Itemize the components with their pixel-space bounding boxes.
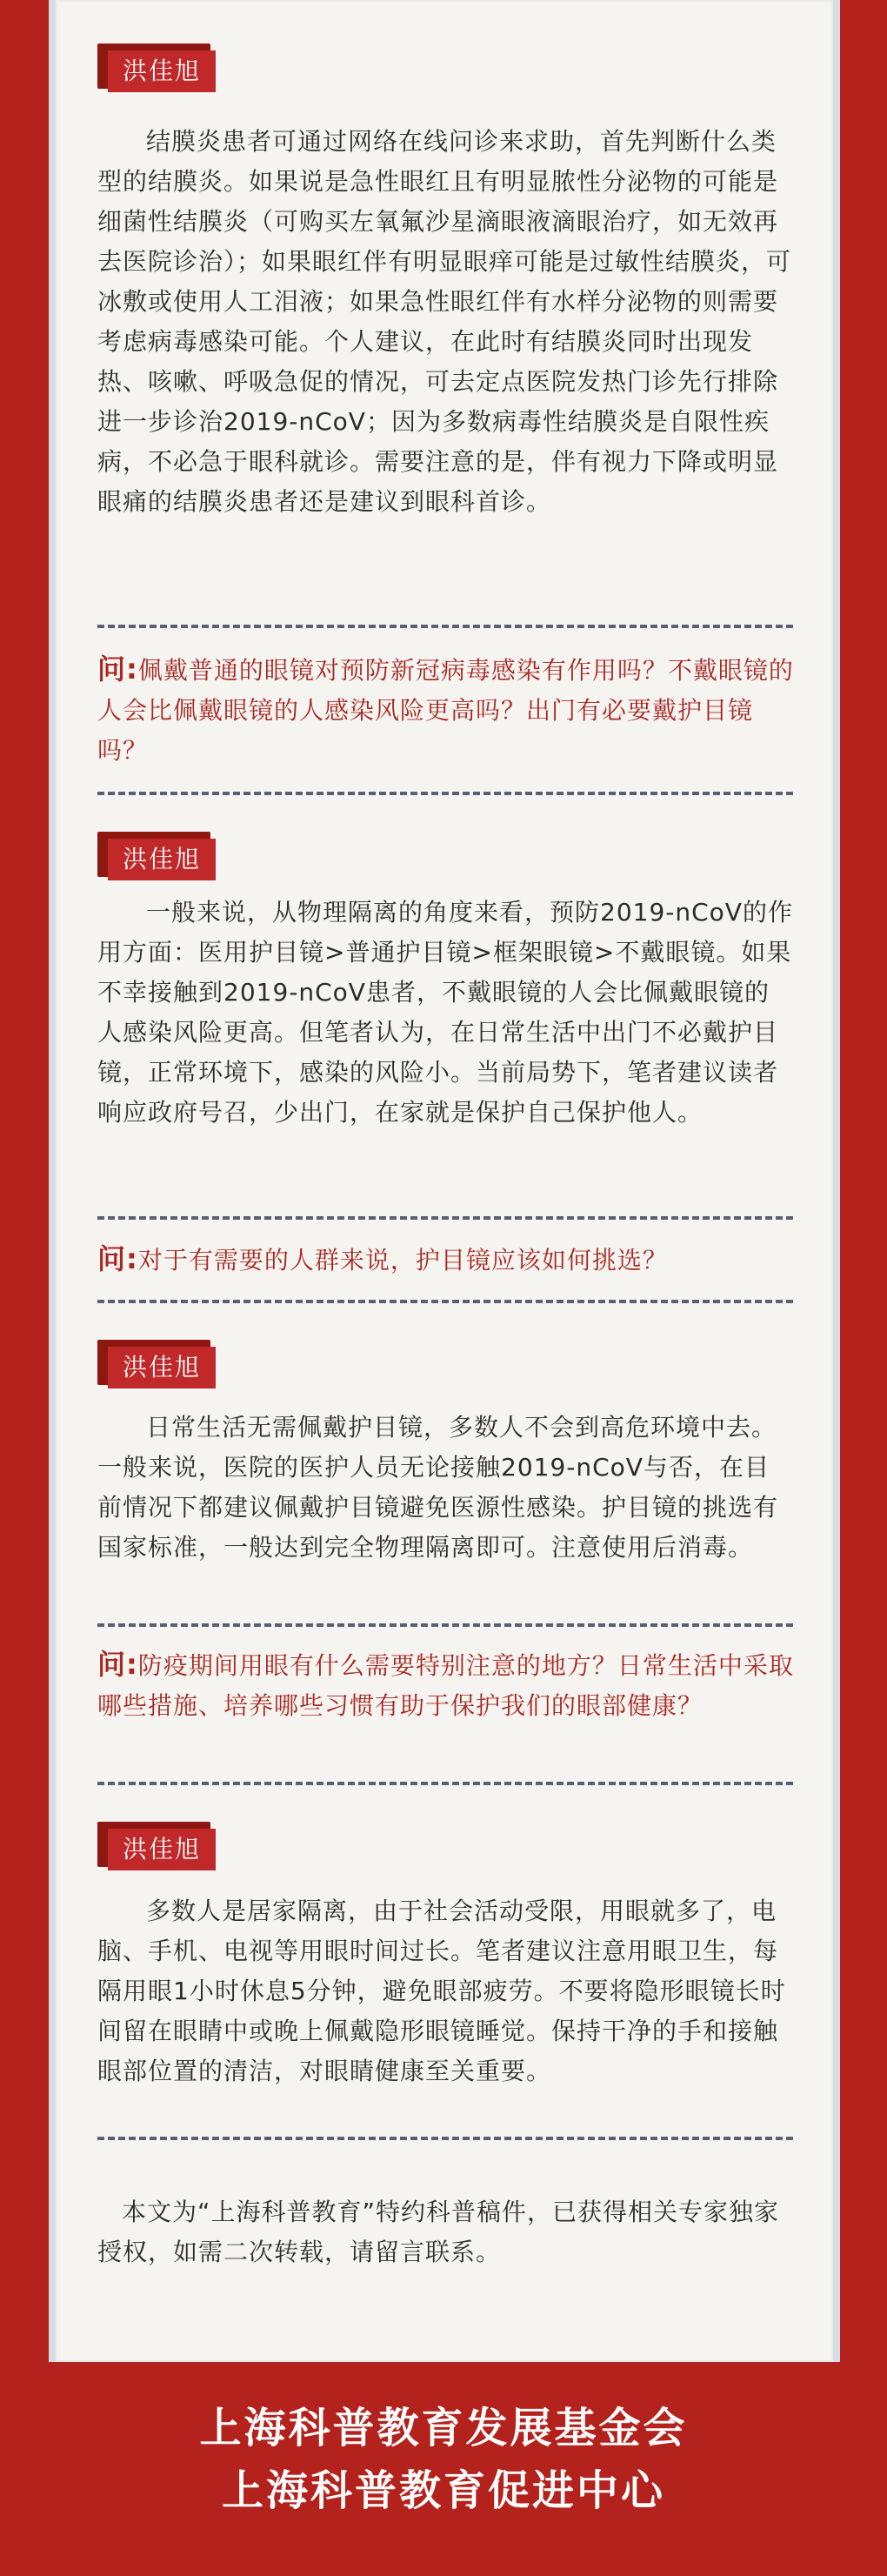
expert-tag (97, 1340, 210, 1385)
answer-text: 多数人是居家隔离，由于社会活动受限，用眼就多了，电脑、手机、电视等用眼时间过长。笔者建议注意用眼卫生，每隔用眼1小时休息5分钟，避免眼部疲劳。不要将隐形眼镜长时间留在眼睛中或晚上佩戴隐形眼镜睡觉。保持干净的手和接触眼部位置的清洁，对眼睛健康至关重要。 (97, 1897, 786, 2085)
article-paper (56, 0, 833, 2362)
answer-text: 一般来说，从物理隔离的角度来看，预防2019-nCoV的作用方面：医用护目镜>普通护目镜>框架眼镜>不戴眼镜。如果不幸接触到2019-nCoV患者，不戴眼镜的人会比佩戴眼镜的人感染风险更高。但笔者认为，在日常生活中出门不必戴护目镜，正常环境下，感染的风险小。当前局势下，笔者建议读者响应政府号召，少出门，在家就是保护自己保护他人。 (97, 898, 793, 1127)
footer-org-2: 上海科普教育促进中心 (221, 2466, 665, 2515)
expert-tag (97, 43, 210, 89)
question-text (97, 1644, 802, 1726)
divider (97, 2137, 793, 2140)
question-body: 对于有需要的人群来说，护目镜应该如何挑选？ (137, 1246, 668, 1275)
divider (97, 1623, 793, 1627)
divider (97, 1216, 793, 1220)
expert-name: 洪佳旭 (108, 1829, 216, 1870)
frame-left-strip (49, 0, 56, 2362)
copyright-note: 本文为“上海科普教育”特约科普稿件，已获得相关专家独家授权，如需二次转载，请留言联系。 (97, 2198, 780, 2266)
divider (97, 1300, 793, 1303)
question-prefix: 问: (97, 652, 138, 686)
question-prefix: 问: (97, 1242, 138, 1275)
expert-name: 洪佳旭 (108, 1347, 216, 1388)
question-text (97, 1239, 802, 1281)
answer-text: 日常生活无需佩戴护目镜，多数人不会到高危环境中去。一般来说，医院的医护人员无论接触2019-nCoV与否，在目前情况下都建议佩戴护目镜避免医源性感染。护目镜的挑选有国家标准，一般达到完全物理隔离即可。注意使用后消毒。 (97, 1413, 779, 1562)
divider (97, 1782, 793, 1785)
question-text (97, 649, 802, 771)
expert-tag (97, 832, 210, 877)
question-body: 佩戴普通的眼镜对预防新冠病毒感染有作用吗？不戴眼镜的人会比佩戴眼镜的人感染风险更高吗？出门有必要戴护目镜吗？ (97, 656, 794, 765)
expert-name: 洪佳旭 (108, 50, 216, 92)
divider (97, 625, 793, 628)
answer-text: 结膜炎患者可通过网络在线问诊来求助，首先判断什么类型的结膜炎。如果说是急性眼红且有明显脓性分泌物的可能是细菌性结膜炎（可购买左氧氟沙星滴眼液滴眼治疗，如无效再去医院诊治）；如果眼红伴有明显眼痒可能是过敏性结膜炎，可冰敷或使用人工泪液；如果急性眼红伴有水样分泌物的则需要考虑病毒感染可能。个人建议，在此时有结膜炎同时出现发热、咳嗽、呼吸急促的情况，可去定点医院发热门诊先行排除进一步诊治2019-nCoV；因为多数病毒性结膜炎是自限性疾病，不必急于眼科就诊。需要注意的是，伴有视力下降或明显眼痛的结膜炎患者还是建议到眼科首诊。 (97, 127, 792, 516)
footer-organizations (0, 2397, 887, 2522)
expert-tag (97, 1822, 210, 1867)
question-prefix: 问: (97, 1648, 138, 1681)
expert-name: 洪佳旭 (108, 839, 216, 880)
footer-org-1: 上海科普教育发展基金会 (199, 2404, 688, 2452)
divider (97, 792, 793, 795)
question-body: 防疫期间用眼有什么需要特别注意的地方？日常生活中采取哪些措施、培养哪些习惯有助于保护我们的眼部健康？ (97, 1651, 794, 1720)
frame-right-strip (833, 0, 840, 2362)
